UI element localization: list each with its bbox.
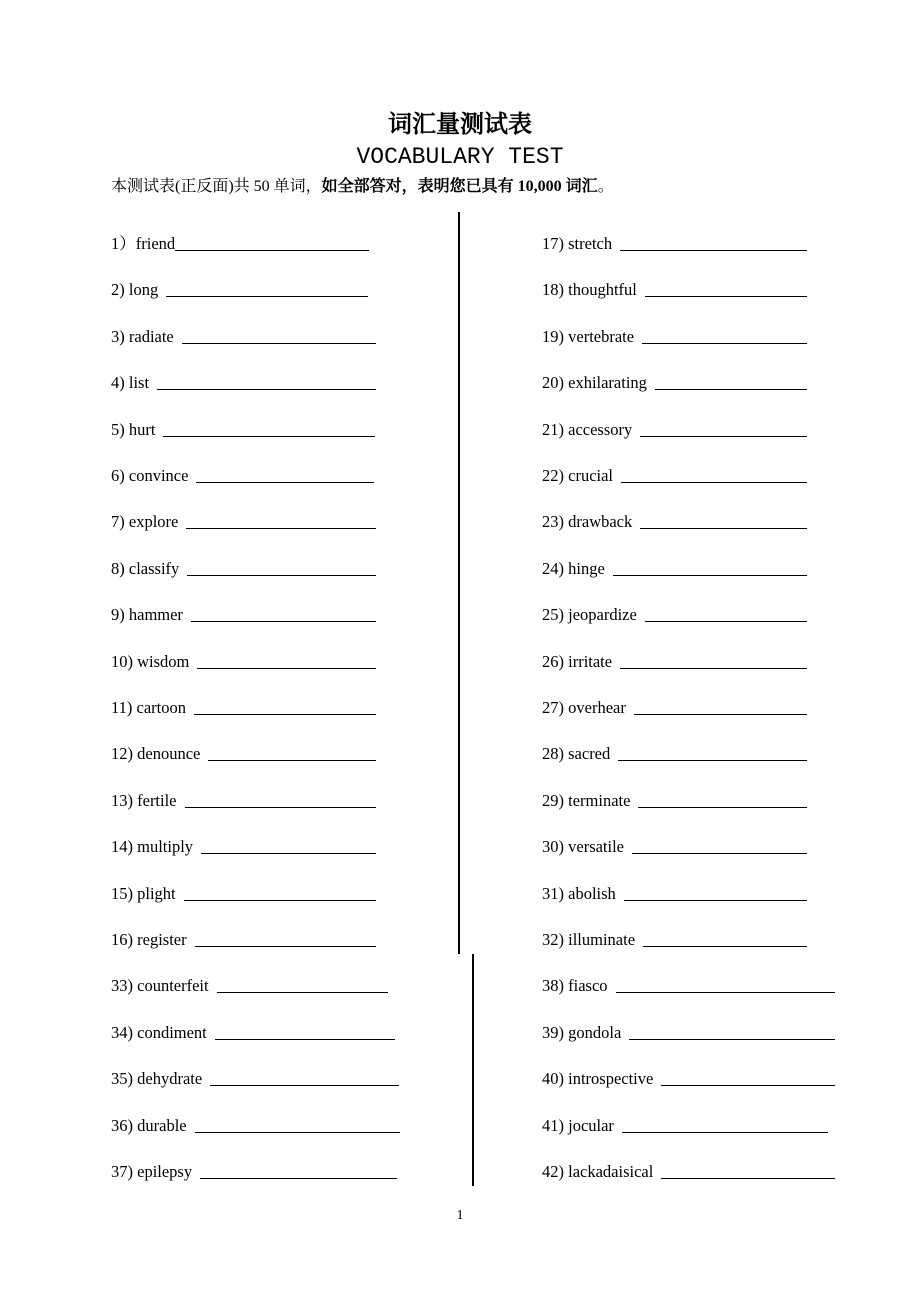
vocab-item [111,1162,192,1182]
page-title-english: VOCABULARY TEST [356,144,564,170]
vocab-item [542,976,608,996]
answer-blank-line[interactable] [620,668,807,669]
vocab-item [542,420,632,440]
answer-blank-line[interactable] [643,946,807,947]
vocab-word: 20) exhilarating [542,373,647,393]
vocab-item [542,1023,621,1043]
vocab-item [111,512,178,532]
vocab-item [542,1069,653,1089]
answer-blank-line[interactable] [186,528,376,529]
vocab-item [542,280,637,300]
vocab-word: 12) denounce [111,744,201,764]
answer-blank-line[interactable] [196,482,374,483]
vocab-item [542,884,616,904]
vocab-word: 14) multiply [111,837,194,857]
vocab-item [111,605,183,625]
answer-blank-line[interactable] [185,807,376,808]
answer-blank-line[interactable] [645,296,807,297]
answer-blank-line[interactable] [645,621,807,622]
vocab-word: 40) introspective [542,1069,654,1089]
vocab-word: 1）friend [111,234,176,253]
vocab-item [111,373,149,393]
answer-blank-line[interactable] [175,250,369,251]
vocab-word: 17) stretch [542,234,613,253]
vocab-item [111,976,209,996]
answer-blank-line[interactable] [195,1132,400,1133]
vocab-item [542,930,635,950]
vocab-word: 22) crucial [542,466,614,485]
answer-blank-line[interactable] [195,946,376,947]
answer-blank-line[interactable] [620,250,807,251]
answer-blank-line[interactable] [187,575,376,576]
vocab-item [111,1023,207,1043]
vocab-item [111,837,193,857]
vocab-word: 4) list [111,373,150,393]
answer-blank-line[interactable] [163,436,375,437]
vocab-item [111,744,200,764]
answer-blank-line[interactable] [166,296,368,297]
vocab-word: 31) abolish [542,883,616,903]
vocab-word: 41) jocular [542,1115,614,1135]
vocab-word: 21) accessory [542,419,633,439]
vocab-word: 19) vertebrate [542,326,635,346]
vocab-item [111,327,174,347]
vocab-item [542,1116,614,1136]
answer-blank-line[interactable] [616,992,835,993]
answer-blank-line[interactable] [655,389,807,390]
answer-blank-line[interactable] [634,714,807,715]
vocab-word: 16) register [111,930,187,949]
vocab-word: 24) hinge [542,558,605,578]
answer-blank-line[interactable] [194,714,376,715]
vocab-item [111,234,175,254]
vocab-item [111,698,186,718]
vocab-word: 10) wisdom [111,651,190,671]
vocab-word: 39) gondola [542,1022,622,1042]
vocab-word: 15) plight [111,883,176,903]
vocab-item [542,466,613,486]
answer-blank-line[interactable] [624,900,807,901]
vocab-item [542,512,632,532]
vocab-word: 9) hammer [111,605,183,625]
answer-blank-line[interactable] [622,1132,828,1133]
vocab-word: 32) illuminate [542,930,636,949]
vocab-word: 8) classify [111,558,180,578]
answer-blank-line[interactable] [210,1085,399,1086]
vocab-item [111,791,177,811]
answer-blank-line[interactable] [200,1178,397,1179]
vocab-word: 35) dehydrate [111,1069,203,1089]
answer-blank-line[interactable] [629,1039,835,1040]
vocab-item [542,234,612,254]
answer-blank-line[interactable] [201,853,376,854]
answer-blank-line[interactable] [632,853,807,854]
vocab-word: 30) versatile [542,837,625,857]
vocab-item [111,559,179,579]
vocab-word: 6) convince [111,466,189,485]
vocab-item [542,652,612,672]
vocab-word: 23) drawback [542,512,633,532]
answer-blank-line[interactable] [208,760,376,761]
answer-blank-line[interactable] [191,621,376,622]
answer-blank-line[interactable] [621,482,807,483]
vocab-word: 5) hurt [111,419,156,439]
instructions-bold-text: 如全部答对，表明您已具有 10,000 词汇 [321,178,598,195]
answer-blank-line[interactable] [182,343,376,344]
answer-blank-line[interactable] [613,575,807,576]
vocab-word: 28) sacred [542,744,611,764]
answer-blank-line[interactable] [642,343,807,344]
vocab-item [542,605,637,625]
vocab-word: 34) condiment [111,1022,207,1042]
vocab-word: 25) jeopardize [542,605,637,625]
vocab-word: 18) thoughtful [542,280,637,300]
answer-blank-line[interactable] [215,1039,395,1040]
vocab-item [111,280,158,300]
vocab-item [111,930,187,950]
column-divider-top [458,212,460,954]
vocab-item [111,884,176,904]
vocab-item [542,698,626,718]
vocab-word: 29) terminate [542,790,631,810]
vocab-item [542,744,610,764]
vocab-word: 27) overhear [542,698,626,717]
vocab-word: 38) fiasco [542,976,608,996]
answer-blank-line[interactable] [661,1085,835,1086]
page-number: 1 [456,1208,464,1223]
vocab-word: 33) counterfeit [111,976,209,996]
answer-blank-line[interactable] [217,992,388,993]
vocab-item [542,327,634,347]
answer-blank-line[interactable] [157,389,376,390]
vocab-word: 11) cartoon [111,698,186,717]
instructions-text: 本测试表(正反面)共 50 单词， [111,178,322,195]
page-title-chinese: 词汇量测试表 [388,112,532,138]
answer-blank-line[interactable] [640,436,807,437]
vocab-word: 7) explore [111,512,179,532]
vocab-word: 13) fertile [111,790,177,810]
vocab-item [542,1162,653,1182]
answer-blank-line[interactable] [184,900,376,901]
vocab-item [111,420,155,440]
answer-blank-line[interactable] [640,528,807,529]
instructions-end: 。 [597,178,614,195]
answer-blank-line[interactable] [197,668,376,669]
answer-blank-line[interactable] [638,807,807,808]
vocab-item [542,791,630,811]
instructions [111,176,614,198]
answer-blank-line[interactable] [661,1178,835,1179]
vocab-word: 36) durable [111,1115,187,1135]
vocab-item [542,837,624,857]
vocab-item [111,1116,187,1136]
vocab-item [542,559,605,579]
vocab-word: 37) epilepsy [111,1162,193,1181]
column-divider-bottom [472,954,474,1186]
vocab-item [111,466,188,486]
vocab-word: 3) radiate [111,326,174,346]
vocab-word: 2) long [111,280,159,300]
vocab-item [542,373,647,393]
vocab-word: 42) lackadaisical [542,1162,654,1181]
answer-blank-line[interactable] [618,760,807,761]
vocab-item [111,1069,202,1089]
vocab-word: 26) irritate [542,651,613,671]
vocab-item [111,652,189,672]
